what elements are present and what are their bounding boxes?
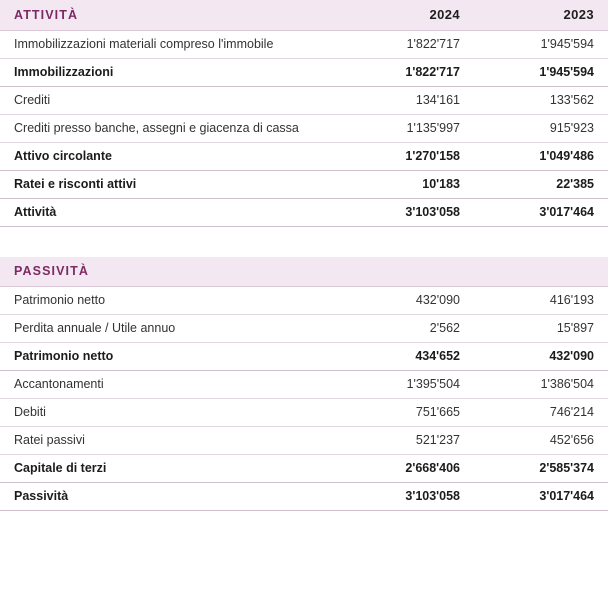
row-value-2023: 746'214 (474, 399, 608, 427)
table-row (0, 87, 608, 115)
row-value-2024: 1'270'158 (340, 143, 474, 171)
table-row (0, 483, 608, 511)
row-label: Immobilizzazioni (0, 59, 340, 87)
row-value-2024: 1'822'717 (340, 59, 474, 87)
table-row (0, 31, 608, 59)
assets-table (0, 0, 608, 227)
row-value-2024: 1'135'997 (340, 115, 474, 143)
row-value-2023: 2'585'374 (474, 455, 608, 483)
row-value-2024: 434'652 (340, 343, 474, 371)
table-row (0, 171, 608, 199)
assets-section-label: ATTIVITÀ (0, 0, 340, 31)
row-value-2023: 22'385 (474, 171, 608, 199)
year-column-2023: 2023 (474, 0, 608, 31)
row-value-2024: 1'822'717 (340, 31, 474, 59)
row-label: Ratei e risconti attivi (0, 171, 340, 199)
assets-header-row (0, 0, 608, 31)
row-value-2023: 416'193 (474, 287, 608, 315)
row-label: Ratei passivi (0, 427, 340, 455)
row-label: Crediti (0, 87, 340, 115)
row-label: Patrimonio netto (0, 343, 340, 371)
section-divider (0, 227, 608, 257)
row-label: Perdita annuale / Utile annuo (0, 315, 340, 343)
table-row (0, 115, 608, 143)
row-value-2024: 134'161 (340, 87, 474, 115)
row-value-2024: 751'665 (340, 399, 474, 427)
row-value-2024: 432'090 (340, 287, 474, 315)
row-label: Accantonamenti (0, 371, 340, 399)
table-row (0, 143, 608, 171)
row-value-2024: 521'237 (340, 427, 474, 455)
row-value-2024: 10'183 (340, 171, 474, 199)
table-row (0, 315, 608, 343)
row-value-2023: 3'017'464 (474, 199, 608, 227)
row-label: Immobilizzazioni materiali compreso l'immobile (0, 31, 340, 59)
row-label: Passività (0, 483, 340, 511)
row-value-2024: 3'103'058 (340, 199, 474, 227)
row-value-2023: 133'562 (474, 87, 608, 115)
row-value-2023: 15'897 (474, 315, 608, 343)
row-value-2023: 3'017'464 (474, 483, 608, 511)
row-value-2023: 452'656 (474, 427, 608, 455)
row-label: Debiti (0, 399, 340, 427)
row-value-2024: 2'562 (340, 315, 474, 343)
table-row (0, 371, 608, 399)
row-value-2023: 432'090 (474, 343, 608, 371)
row-value-2024: 3'103'058 (340, 483, 474, 511)
row-value-2024: 2'668'406 (340, 455, 474, 483)
row-label: Capitale di terzi (0, 455, 340, 483)
table-row (0, 287, 608, 315)
row-value-2023: 1'945'594 (474, 59, 608, 87)
liabilities-header-spacer-1 (340, 257, 474, 287)
table-row (0, 343, 608, 371)
liabilities-header-row (0, 257, 608, 287)
table-row (0, 399, 608, 427)
table-row (0, 427, 608, 455)
row-label: Attivo circolante (0, 143, 340, 171)
table-row (0, 59, 608, 87)
table-row (0, 455, 608, 483)
row-value-2023: 1'945'594 (474, 31, 608, 59)
liabilities-header-spacer-2 (474, 257, 608, 287)
table-row (0, 199, 608, 227)
row-value-2023: 1'386'504 (474, 371, 608, 399)
row-label: Attività (0, 199, 340, 227)
row-label: Crediti presso banche, assegni e giacenza di cassa (0, 115, 340, 143)
row-label: Patrimonio netto (0, 287, 340, 315)
row-value-2023: 1'049'486 (474, 143, 608, 171)
row-value-2023: 915'923 (474, 115, 608, 143)
year-column-2024: 2024 (340, 0, 474, 31)
row-value-2024: 1'395'504 (340, 371, 474, 399)
liabilities-table (0, 257, 608, 511)
bottom-spacer (0, 511, 608, 529)
liabilities-section-label: PASSIVITÀ (0, 257, 340, 287)
